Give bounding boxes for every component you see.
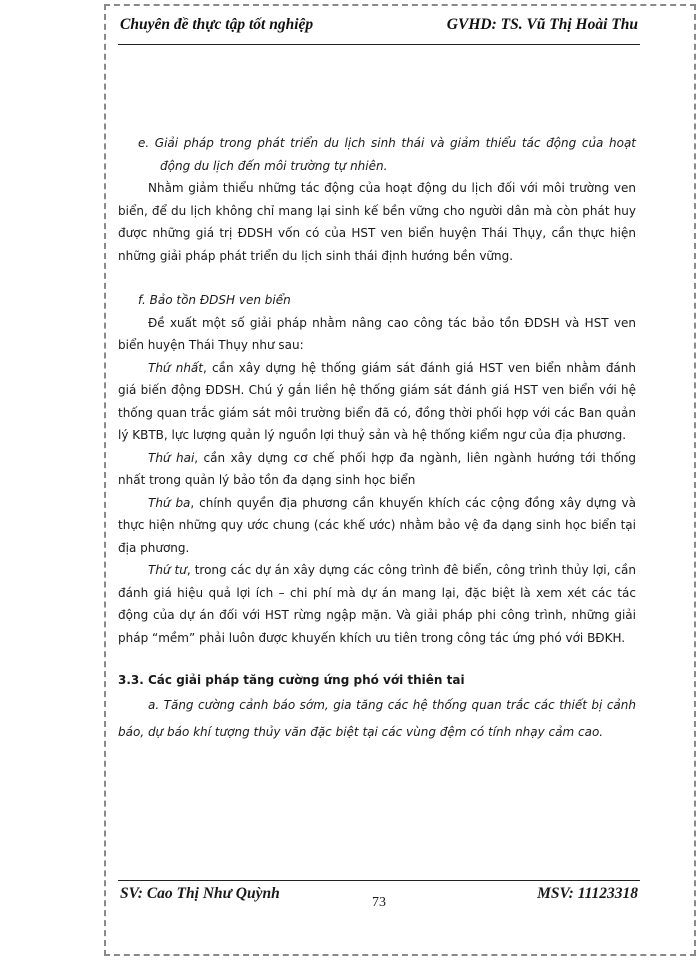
third-label: Thứ ba bbox=[148, 495, 191, 510]
first-text: , cần xây dựng hệ thống giám sát đánh giá HST ven biển nhằm đánh giá biến động ĐDSH. Chú ý gắn liền hệ thống giám sát đánh giá HST ven biển với hệ thống quan trắc giám sát môi trường biển đã có, đồng thời phối hợp với các Ban quản lý KBTB, lực lượng quản lý nguồn lợi thuỷ sản và hệ thống kiểm ngư của địa phương. bbox=[118, 360, 636, 442]
paragraph-f-intro: Đề xuất một số giải pháp nhằm nâng cao công tác bảo tồn ĐDSH và HST ven biển huyện Thái Thụy như sau: bbox=[118, 315, 636, 352]
item-e-title: e. Giải pháp trong phát triển du lịch sinh thái và giảm thiểu tác động của hoạt động du lịch đến môi trường tự nhiên. bbox=[138, 136, 636, 173]
paragraph-fourth bbox=[118, 559, 636, 649]
page-header bbox=[120, 16, 638, 42]
third-text: , chính quyền địa phương cần khuyến khích các cộng đồng xây dựng và thực hiện những quy ước chung (các khế ước) nhằm bảo vệ đa dạng sinh học biển tại địa phương. bbox=[118, 495, 636, 555]
section-heading-3-3: 3.3. Các giải pháp tăng cường ứng phó với thiên tai bbox=[118, 673, 465, 687]
second-label: Thứ hai bbox=[148, 450, 195, 465]
item-a: a. Tăng cường cảnh báo sớm, gia tăng các hệ thống quan trắc các thiết bị cảnh báo, dự báo khí tượng thủy văn đặc biệt tại các vùng đệm có tính nhạy cảm cao. bbox=[118, 697, 636, 739]
page-footer bbox=[120, 885, 638, 915]
footer-rule bbox=[118, 880, 640, 881]
header-right: GVHD: TS. Vũ Thị Hoài Thu bbox=[446, 16, 638, 33]
header-rule bbox=[118, 44, 640, 45]
paragraph-third bbox=[118, 492, 636, 560]
paragraph-first bbox=[118, 357, 636, 447]
header-left: Chuyên đề thực tập tốt nghiệp bbox=[120, 16, 314, 33]
second-text: , cần xây dựng cơ chế phối hợp đa ngành, liên ngành hướng tới thống nhất trong quản lý bảo tồn đa dạng sinh học biển bbox=[118, 450, 637, 487]
paragraph-e: Nhằm giảm thiểu những tác động của hoạt động du lịch đối với môi trường ven biển, để du lịch không chỉ mang lại sinh kế bền vững cho người dân mà còn phát huy được những giá trị ĐDSH vốn có của HST ven biển huyện Thái Thụy, cần thực hiện những giải pháp phát triển du lịch sinh thái định hướng bền vững. bbox=[118, 181, 636, 263]
item-f-title: f. Bảo tồn ĐDSH ven biển bbox=[138, 293, 291, 307]
fourth-text: , trong các dự án xây dựng các công trình đê biển, công trình thủy lợi, cần đánh giá hiệu quả lợi ích – chi phí mà dự án mang lại, đặc biệt là xem xét các tác động của dự án đối với HST rừng ngập mặn. Và giải pháp phi công trình, những giải pháp “mềm” phải luôn được khuyến khích ưu tiên trong công tác ứng phó với BĐKH. bbox=[118, 563, 636, 645]
fourth-label: Thứ tư bbox=[148, 563, 187, 577]
first-label: Thứ nhất bbox=[148, 360, 203, 375]
footer-left: SV: Cao Thị Như Quỳnh bbox=[120, 885, 280, 902]
page-number: 73 bbox=[372, 895, 386, 910]
paragraph-second bbox=[118, 447, 636, 492]
page-body bbox=[118, 132, 636, 746]
footer-right: MSV: 11123318 bbox=[537, 885, 638, 902]
